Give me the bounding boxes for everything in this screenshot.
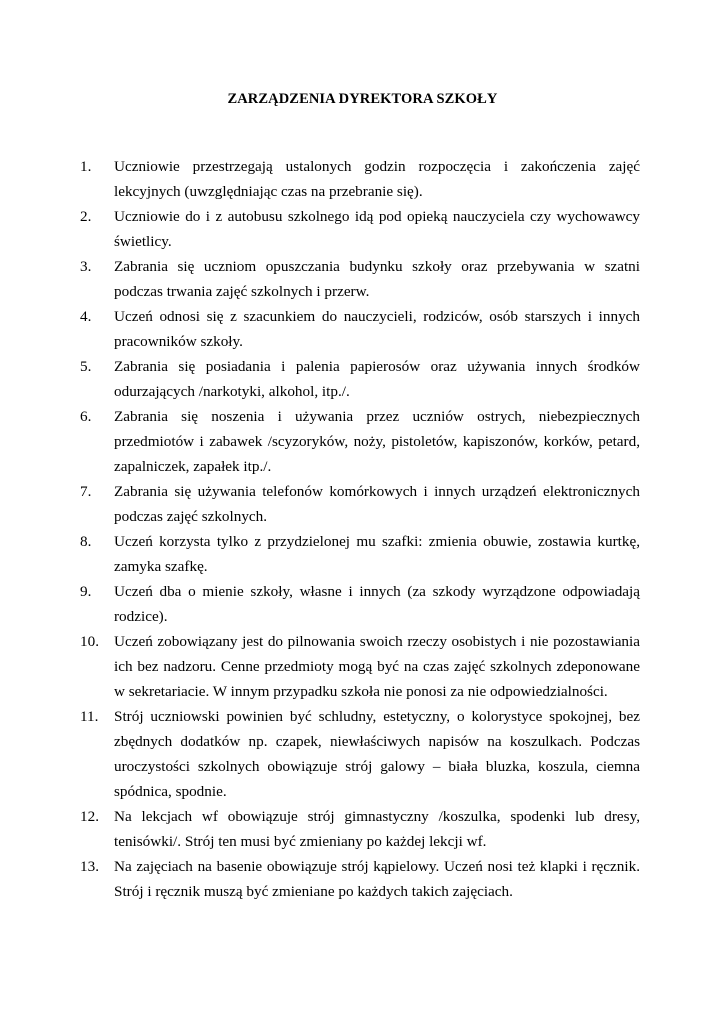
rule-number: 2. xyxy=(80,208,92,225)
rule-text: Na lekcjach wf obowiązuje strój gimnastyczny /koszulka, spodenki lub dresy, tenisówki/. Strój ten musi być zmieniany po każdej lekcji wf. xyxy=(114,808,640,850)
rule-number: 10. xyxy=(80,633,99,650)
rule-item xyxy=(80,254,640,304)
rule-number: 4. xyxy=(80,308,92,325)
page-title: ZARZĄDZENIA DYREKTORA SZKOŁY xyxy=(227,91,498,107)
rule-item xyxy=(80,204,640,254)
rule-number: 11. xyxy=(80,708,99,725)
rule-number: 13. xyxy=(80,858,99,875)
rule-text: Uczniowie do i z autobusu szkolnego idą pod opieką nauczyciela czy wychowawcy świetlicy. xyxy=(114,208,640,250)
rule-number: 9. xyxy=(80,583,92,600)
rule-item xyxy=(80,854,640,904)
rule-text: Uczeń zobowiązany jest do pilnowania swoich rzeczy osobistych i nie pozostawiania ich bez nadzoru. Cenne przedmioty mogą być na czas zajęć szkolnych zdeponowane w sekretariacie. W innym przypadku szkoła nie ponosi za nie odpowiedzialności. xyxy=(114,633,640,700)
rule-number: 6. xyxy=(80,408,92,425)
rule-item xyxy=(80,579,640,629)
rule-number: 12. xyxy=(80,808,99,825)
rule-text: Zabrania się posiadania i palenia papierosów oraz używania innych środków odurzających /narkotyki, alkohol, itp./. xyxy=(114,358,640,400)
rule-text: Strój uczniowski powinien być schludny, estetyczny, o kolorystyce spokojnej, bez zbędnych dodatków np. czapek, niewłaściwych napisów na koszulkach. Podczas uroczystości szkolnych obowiązuje strój galowy – biała bluzka, koszula, ciemna spódnica, spodnie. xyxy=(114,708,640,800)
rule-item xyxy=(80,529,640,579)
rule-item xyxy=(80,354,640,404)
rule-text: Zabrania się uczniom opuszczania budynku szkoły oraz przebywania w szatni podczas trwania zajęć szkolnych i przerw. xyxy=(114,258,640,300)
rule-text: Uczeń korzysta tylko z przydzielonej mu szafki: zmienia obuwie, zostawia kurtkę, zamyka szafkę. xyxy=(114,533,640,575)
rule-number: 1. xyxy=(80,158,92,175)
rule-number: 7. xyxy=(80,483,92,500)
rule-item xyxy=(80,629,640,704)
rule-text: Uczeń dba o mienie szkoły, własne i innych (za szkody wyrządzone odpowiadają rodzice). xyxy=(114,583,640,625)
rule-item xyxy=(80,404,640,479)
rule-text: Uczniowie przestrzegają ustalonych godzin rozpoczęcia i zakończenia zajęć lekcyjnych (uwzględniając czas na przebranie się). xyxy=(114,158,640,200)
rules-list xyxy=(80,154,640,904)
rule-text: Zabrania się używania telefonów komórkowych i innych urządzeń elektronicznych podczas zajęć szkolnych. xyxy=(114,483,640,525)
rule-number: 3. xyxy=(80,258,92,275)
rule-item xyxy=(80,304,640,354)
rule-item xyxy=(80,479,640,529)
rule-item xyxy=(80,704,640,804)
rule-item xyxy=(80,804,640,854)
rule-text: Na zajęciach na basenie obowiązuje strój kąpielowy. Uczeń nosi też klapki i ręcznik. Strój i ręcznik muszą być zmieniane po każdych takich zajęciach. xyxy=(114,858,640,900)
rule-number: 8. xyxy=(80,533,92,550)
rule-text: Zabrania się noszenia i używania przez uczniów ostrych, niebezpiecznych przedmiotów i zabawek /scyzoryków, noży, pistoletów, kapiszonów, korków, petard, zapalniczek, zapałek itp./. xyxy=(114,408,640,475)
rule-item xyxy=(80,154,640,204)
rule-text: Uczeń odnosi się z szacunkiem do nauczycieli, rodziców, osób starszych i innych pracowników szkoły. xyxy=(114,308,640,350)
rule-number: 5. xyxy=(80,358,92,375)
